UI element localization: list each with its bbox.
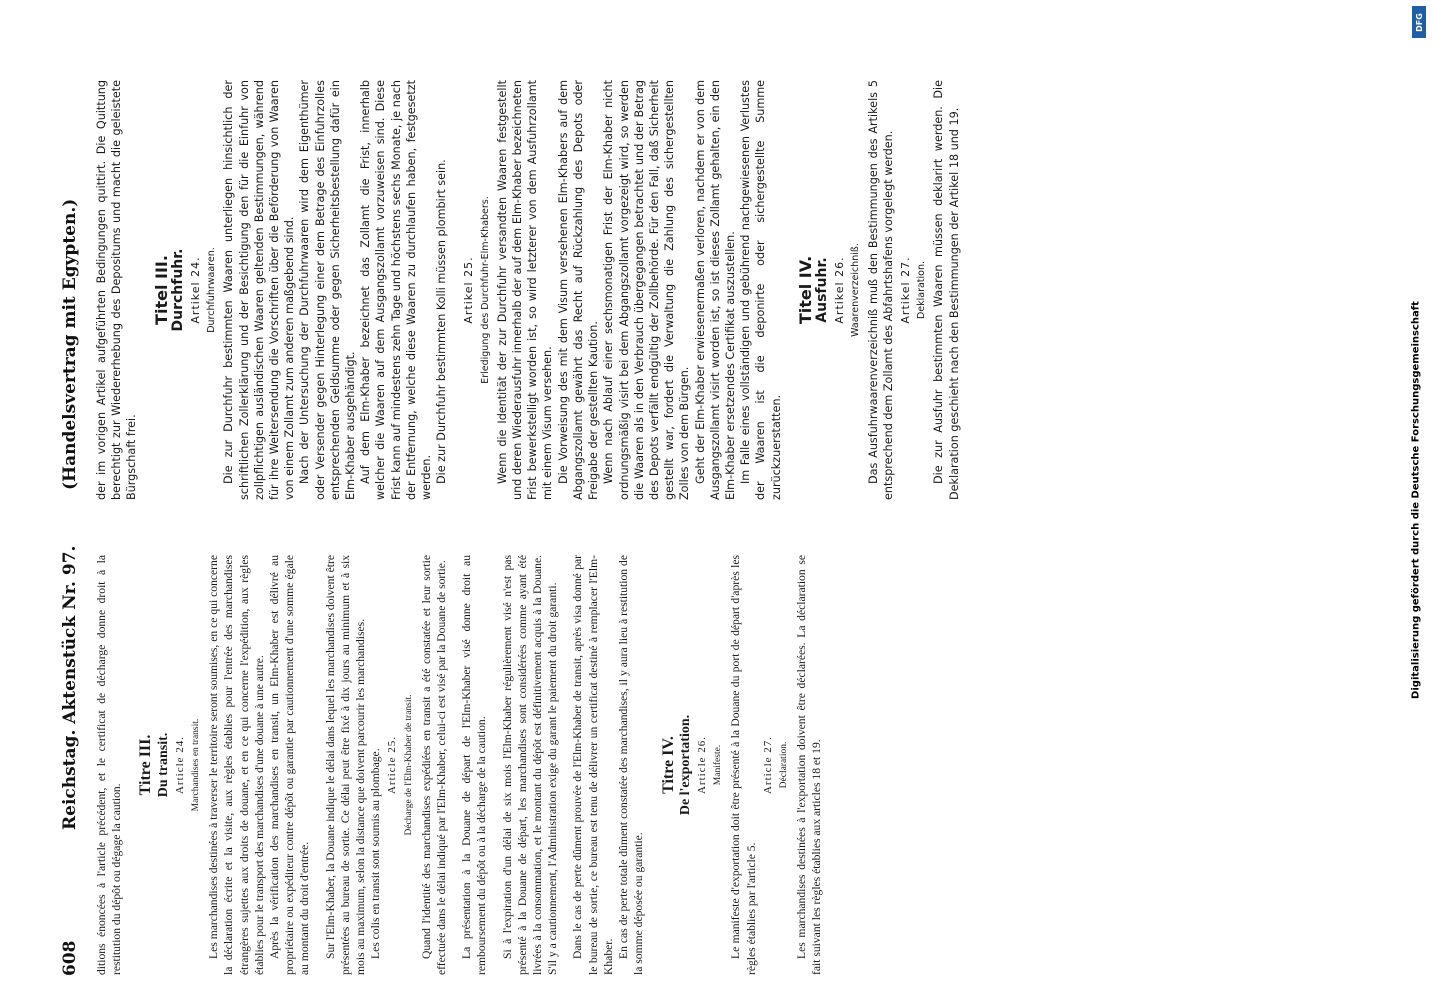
section-title: Titel III. <box>151 255 171 325</box>
article-subheading: Marchandises en transit. <box>191 718 202 812</box>
article-heading: Article 27. <box>761 735 774 795</box>
paragraph: Die zur Durchfuhr bestimmten Waaren unterliegen hinsichtlich der schriftlichen Zollerklärung und der Besichtigung den für die Einfuhr von zollpflichtigen ausländischen Waaren geltenden Bestimmungen, während für ihre Weitersendung die Vorschriften über die Beförderung von Waaren von einem Zollamt zum anderen maßgebend sind. <box>222 80 297 500</box>
section-title: Titre III. <box>137 734 155 796</box>
french-column <box>94 555 825 975</box>
paragraph: Les colis en transit sont soumis au plombage. <box>369 748 383 959</box>
dfg-logo <box>1412 6 1426 38</box>
section-subtitle: De l'exportation. <box>677 714 693 816</box>
header-right-title: (Handelsvertrag mit Egypten.) <box>60 198 80 490</box>
paragraph: En cas de perte totale dûment constatée des marchandises, il y aura lieu à restitution de la somme déposée ou garantie. <box>617 555 646 975</box>
article-heading: Article 25. <box>386 735 399 795</box>
paragraph: Wenn die Identität der zur Durchfuhr versandten Waaren festgestellt und deren Wiederausfuhr innerhalb der auf dem Elm-Khaber bezeichneten Frist bewerkstelligt worden ist, so wird letzterer von dem Ausfuhrzollamt mit einem Visum versehen. <box>495 80 555 500</box>
paragraph: Si à l'expiration d'un délai de six mois l'Elm-Khaber régulièrement visé n'est pas présenté à la Douane de départ, les marchandises sont considérées comme ayant été livrées à la consommation, et le montant du dépôt est définitivement acquis à la Douane. S'il y a cautionnement, l'Administration exige du garant le paiement du droit garanti. <box>500 555 560 975</box>
article-subheading: Deklaration. <box>916 260 928 320</box>
article-heading: Article 26. <box>695 735 708 795</box>
paragraph: Im Falle eines vollständigen und gebührend nachgewiesenen Verlustes der Waaren ist die deponirte oder sichergestellte Summe zurückzuerstatten. <box>739 80 783 500</box>
paragraph: Nach der Untersuchung der Durchfuhrwaaren wird dem Eigenthümer oder Versender gegen Hinterlegung einer dem Betrage des Einfuhrzolles entsprechenden Geldsumme oder gegen Sicherheitsbestellung dafür ein Elm-Khaber ausgehändigt. <box>298 80 358 500</box>
header-left-title: Reichstag. Aktenstück Nr. 97. <box>60 545 80 830</box>
paragraph: Wenn nach Ablauf einer sechsmonatigen Frist der Elm-Khaber nicht ordnungsmäßig visirt bei dem Abgangszollamt vorgezeigt wird, so werden die Waaren als in den Verbrauch übergegangen betrachtet und der Betrag des Depots verfällt endgültig der Zollbehörde. Für den Fall, daß Sicherheit gestellt war, fordert die Verwaltung die Zahlung des sichergestellten Zolles von dem Bürgen. <box>602 80 692 500</box>
paragraph: La présentation à la Douane de départ de l'Elm-Khaber visé donne droit au remboursement du dépôt ou à la décharge de la caution. <box>460 555 489 975</box>
paragraph: Les marchandises destinées à traverser le territoire seront soumises, en ce qui concerne la déclaration écrite et la visite, aux règles établies pour l'entrée des marchandises étrangères sujettes aux droits de douane, et en ce qui concerne l'expédition, aux règles établies pour le transport des marchandises d'une douane à une autre. <box>207 555 266 975</box>
article-subheading: Erledigung des Durchfuhr-Elm-Khabers. <box>479 196 491 384</box>
paragraph: Le manifeste d'exportation doit être présenté à la Douane du port de départ d'après les règles établies par l'article 5. <box>729 555 758 975</box>
article-heading: Article 24. <box>173 735 186 795</box>
paragraph: Dans le cas de perte dûment prouvée de l'Elm-Khaber de transit, après visa donné par le bureau de sortie, ce bureau est tenu de délivrer un certificat destiné à remplacer l'Elm-Khaber. <box>571 555 615 975</box>
page-number: 608 <box>60 940 80 976</box>
page-header <box>56 10 86 990</box>
paragraph: Die zur Ausfuhr bestimmten Waaren müssen deklarirt werden. Die Deklaration geschieht nach den Bestimmungen der Artikel 18 und 19. <box>932 80 961 500</box>
paragraph: Das Ausfuhrwaarenverzeichniß muß den Bestimmungen des Artikels 5 entsprechend dem Zollamt des Abfahrtshafens vorgelegt werden. <box>866 80 895 500</box>
paragraph: Sur l'Elm-Khaber, la Douane indique le délai dans lequel les marchandises doivent être présentées au bureau de sortie. Ce délai peut être fixé à dix jours au minimum et à six mois au maximum, selon la distance que doivent parcourir les marchandises. <box>323 555 368 975</box>
paragraph: der im vorigen Artikel aufgeführten Bedingungen quittirt. Die Quittung berechtigt zur Wiedererhebung des Depositums und macht die geleistete Bürgschaft frei. <box>95 80 139 500</box>
german-column <box>94 80 962 500</box>
article-heading: Artikel 27. <box>898 256 912 324</box>
digitization-credit: Digitalisierung gefördert durch die Deutsche Forschungsgemeinschaft <box>1410 301 1422 699</box>
article-heading: Artikel 24. <box>189 256 203 324</box>
article-subheading: Durchfuhrwaaren. <box>206 247 218 333</box>
article-heading: Artikel 25. <box>462 256 476 324</box>
paragraph: Die Vorweisung des mit dem Visum versehenen Elm-Khabers auf dem Abgangszollamt gewährt das Recht auf Rückzahlung des Depots oder Freigabe der gestellten Kaution. <box>556 80 601 500</box>
section-title: Titre IV. <box>659 736 677 794</box>
paragraph: Auf dem Elm-Khaber bezeichnet das Zollamt die Frist, innerhalb welcher die Waaren auf dem Ausgangszollamt vorzuweisen sind. Diese Frist kann auf mindestens zehn Tage und höchstens sechs Monate, je nach der Entfernung, welche diese Waaren zu durchlaufen haben, festgesetzt werden. <box>359 80 434 500</box>
paragraph: Geht der Elm-Khaber erwiesenermaßen verloren, nachdem er von dem Ausgangszollamt visirt worden ist, so ist dieses Zollamt gehalten, ein den Elm-Khaber ersetzendes Certifikat auszustellen. <box>693 80 737 500</box>
paragraph: Après la vérification des marchandises en transit, un Elm-Khaber est délivré au propriétaire ou expéditeur contre dépôt ou garantie par cautionnement d'une somme égale au montant du droit d'entrée. <box>268 555 312 975</box>
paragraph: ditions énoncées à l'article précédent, et le certificat de décharge donne droit à la restitution du dépôt ou dégage la caution. <box>95 555 124 975</box>
article-heading: Artikel 26. <box>833 256 847 324</box>
article-subheading: Décharge de l'Elm-Khaber de transit. <box>403 694 414 836</box>
section-title: Titel IV. <box>795 255 815 325</box>
paragraph: Quand l'identité des marchandises expédiées en transit a été constatée et leur sortie effectuée dans le délai indiqué par l'Elm-Khaber, celui-ci est visé par la Douane de sortie. <box>419 555 449 975</box>
paragraph: Les marchandises destinées à l'exportation doivent être déclarées. La déclaration se fait suivant les règles établies aux articles 18 et 19. <box>795 555 824 975</box>
section-subtitle: Durchfuhr. <box>169 248 186 332</box>
paragraph: Die zur Durchfuhr bestimmten Kolli müssen plombirt sein. <box>435 159 449 484</box>
article-subheading: Déclaration. <box>778 741 789 789</box>
section-subtitle: Ausfuhr. <box>813 257 830 323</box>
article-subheading: Waarenverzeichniß. <box>850 243 862 337</box>
dfg-logo-text: DFG <box>1414 12 1424 32</box>
article-subheading: Manifeste. <box>713 744 724 786</box>
section-subtitle: Du transit. <box>155 732 171 798</box>
